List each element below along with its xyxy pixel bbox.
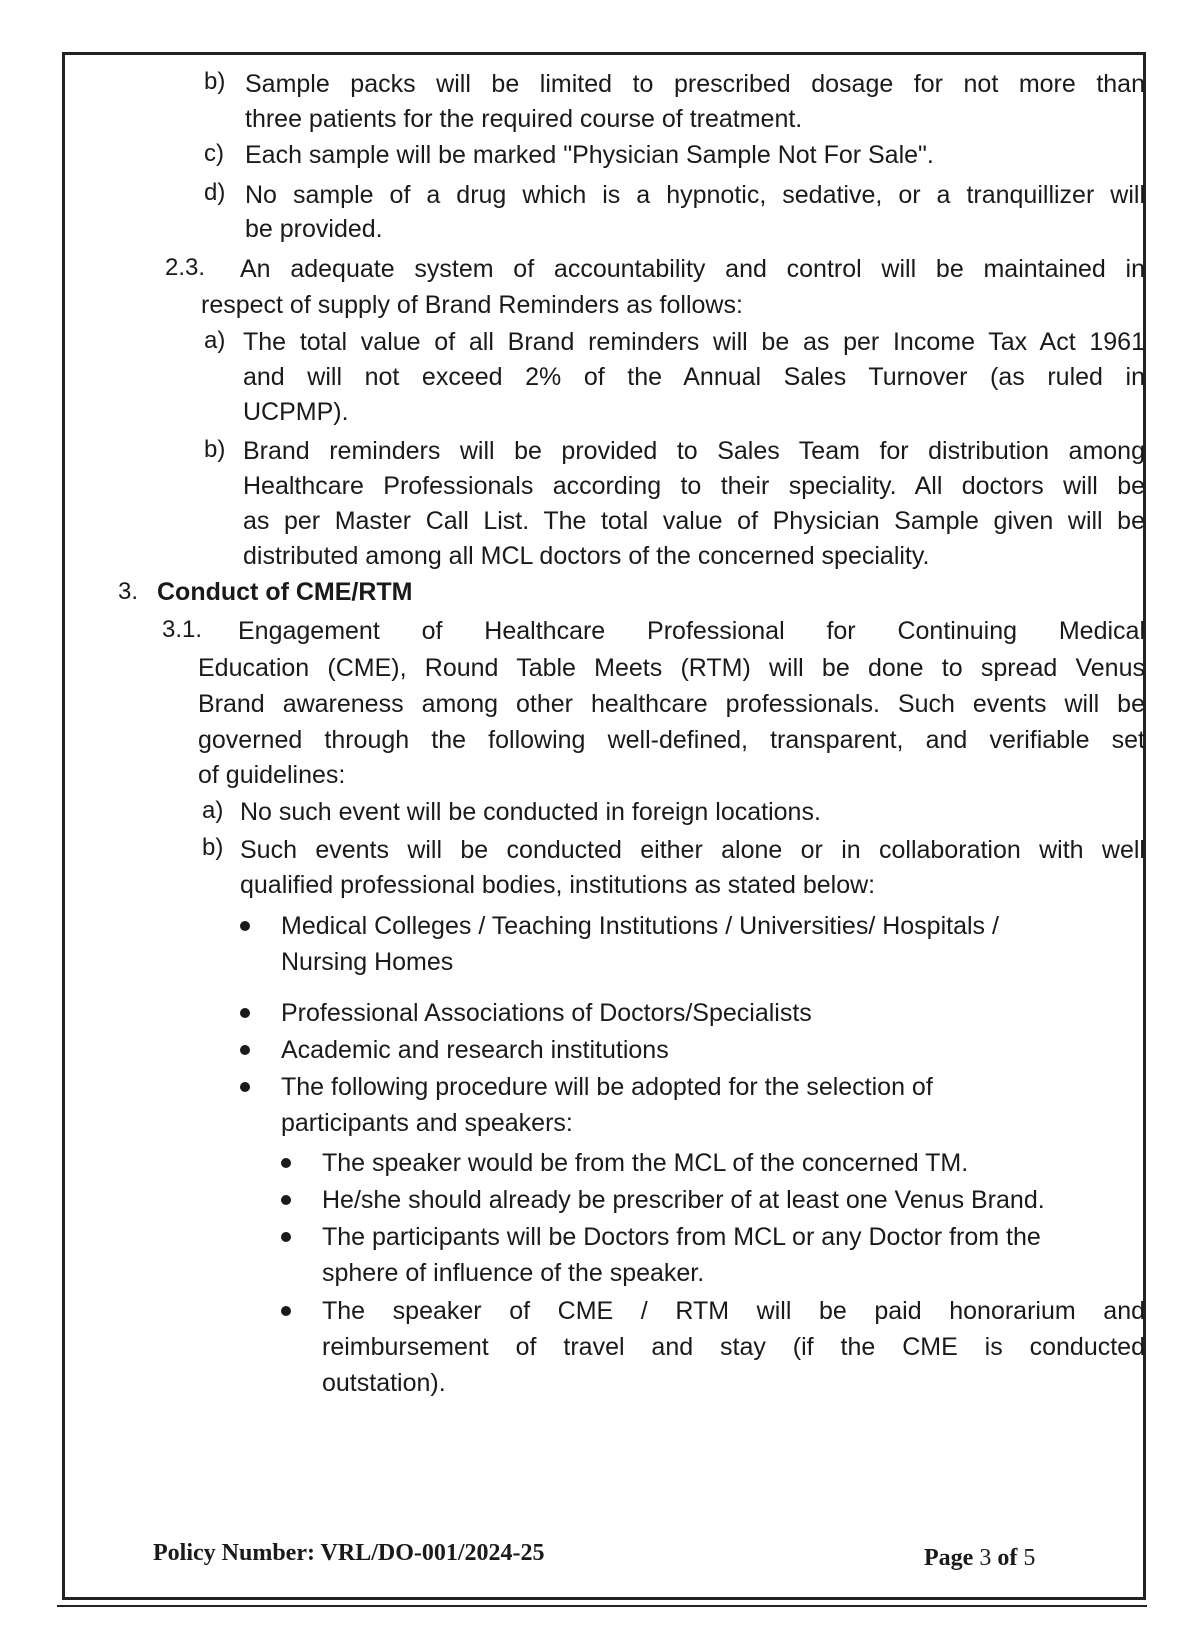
sub-bullet-1-line-1: The speaker would be from the MCL of the concerned TM. [322,1149,969,1177]
item-2-2-c-label: c) [204,140,224,167]
item-2-2-b-line-2: three patients for the required course of treatment. [245,105,803,133]
bullet-4-line-2: participants and speakers: [281,1109,573,1137]
item-2-3-b-line-2: Healthcare Professionals according to their speciality. All doctors will be [243,472,1145,500]
item-2-2-b-label: b) [204,68,226,95]
sub-bullet-4-line-2: reimbursement of travel and stay (if the CME is conducted [322,1333,1145,1361]
bullet-4-line-1: The following procedure will be adopted for the selection of [281,1073,933,1101]
policy-number: Policy Number: VRL/DO-001/2024-25 [153,1540,545,1566]
item-2-2-d-line-2: be provided. [245,215,383,243]
item-2-3-b-line-3: as per Master Call List. The total value of Physician Sample given will be [243,507,1145,535]
item-3-1-line-4: governed through the following well-defined, transparent, and verifiable set [198,726,1145,754]
bullet-1-line-2: Nursing Homes [281,948,454,976]
bullet-3-dot [240,1045,250,1055]
item-3-1-line-1: Engagement of Healthcare Professional for Continuing Medical [238,617,1145,645]
item-2-2-c-line-1: Each sample will be marked "Physician Sample Not For Sale". [245,141,934,169]
page-word: Page [924,1545,974,1571]
item-2-3-line-2: respect of supply of Brand Reminders as follows: [201,291,743,319]
item-3-1-a-label: a) [202,797,224,824]
item-2-2-d-label: d) [204,179,226,206]
item-2-2-d-line-1: No sample of a drug which is a hypnotic, sedative, or a tranquillizer will [245,181,1145,209]
sub-bullet-4-line-3: outstation). [322,1369,446,1397]
item-2-2-b-line-1: Sample packs will be limited to prescribed dosage for not more than [245,70,1145,98]
page-total: 5 [1023,1545,1036,1571]
page-of: of [997,1545,1018,1571]
item-3-1-line-5: of guidelines: [198,761,346,789]
item-2-3-a-line-2: and will not exceed 2% of the Annual Sales Turnover (as ruled in [243,363,1145,391]
sub-bullet-3-line-2: sphere of influence of the speaker. [322,1259,705,1287]
item-2-3-b-line-4: distributed among all MCL doctors of the concerned speciality. [243,542,930,570]
sub-bullet-4-line-1: The speaker of CME / RTM will be paid honorarium and [322,1297,1145,1325]
item-3-1-b-label: b) [202,834,224,861]
section-3-number: 3. [118,578,139,605]
bullet-4-dot [240,1082,250,1092]
item-2-3-number: 2.3. [165,254,206,281]
item-2-3-line-1: An adequate system of accountability and control will be maintained in [240,255,1145,283]
section-3-title: Conduct of CME/RTM [157,578,413,606]
sub-bullet-4-dot [281,1306,291,1316]
item-2-3-a-line-1: The total value of all Brand reminders will be as per Income Tax Act 1961 [243,328,1145,356]
item-2-3-a-line-3: UCPMP). [243,398,349,426]
sub-bullet-2-dot [281,1195,291,1205]
sub-bullet-3-line-1: The participants will be Doctors from MCL or any Doctor from the [322,1223,1041,1251]
item-3-1-line-2: Education (CME), Round Table Meets (RTM) will be done to spread Venus [198,654,1145,682]
bullet-3-line-1: Academic and research institutions [281,1036,669,1064]
item-2-3-a-label: a) [204,327,226,354]
bullet-1-line-1: Medical Colleges / Teaching Institutions / Universities/ Hospitals / [281,912,999,940]
item-3-1-b-line-2: qualified professional bodies, institutions as stated below: [240,871,876,899]
sub-bullet-3-dot [281,1232,291,1242]
bullet-2-dot [240,1008,250,1018]
item-3-1-line-3: Brand awareness among other healthcare professionals. Such events will be [198,690,1145,718]
sub-bullet-2-line-1: He/she should already be prescriber of at least one Venus Brand. [322,1186,1045,1214]
sub-bullet-1-dot [281,1158,291,1168]
bullet-1-dot [240,921,250,931]
bullet-2-line-1: Professional Associations of Doctors/Specialists [281,999,812,1027]
item-3-1-a-line-1: No such event will be conducted in foreign locations. [240,798,821,826]
page-current: 3 [979,1545,992,1571]
item-3-1-number: 3.1. [162,616,203,643]
item-2-3-b-line-1: Brand reminders will be provided to Sales Team for distribution among [243,437,1145,465]
item-2-3-b-label: b) [204,436,226,463]
page-indicator [924,1543,1035,1573]
item-3-1-b-line-1: Such events will be conducted either alone or in collaboration with well [240,836,1145,864]
